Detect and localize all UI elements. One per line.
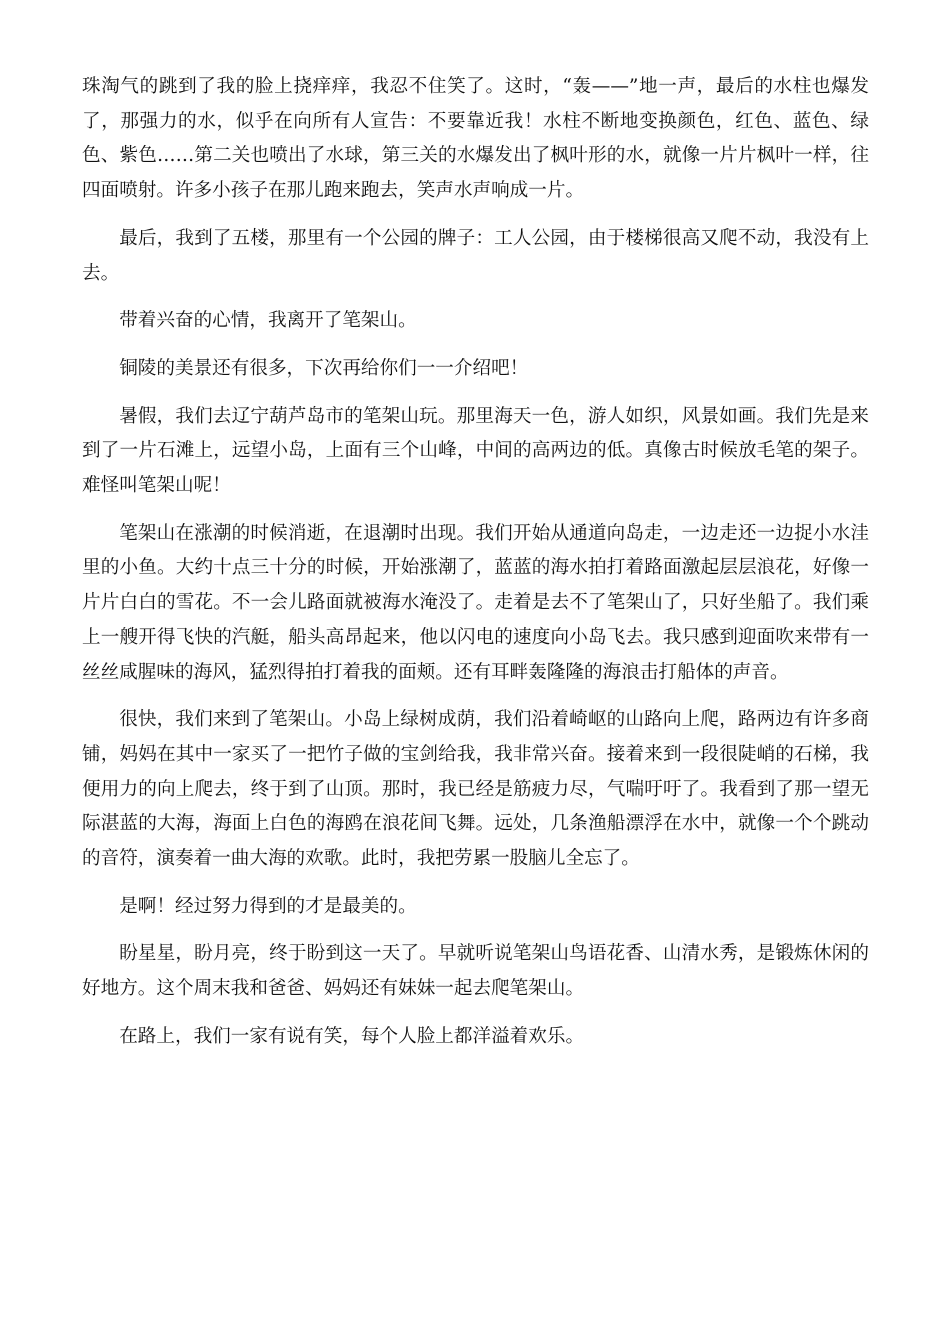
- paragraph-5: 暑假，我们去辽宁葫芦岛市的笔架山玩。那里海天一色，游人如织，风景如画。我们先是来到了一片石滩上，远望小岛，上面有三个山峰，中间的高两边的低。真像古时候放毛笔的架子。难怪叫笔架山呢！: [82, 405, 869, 497]
- paragraph-7: 很快，我们来到了笔架山。小岛上绿树成荫，我们沿着崎岖的山路向上爬，路两边有许多商铺，妈妈在其中一家买了一把竹子做的宝剑给我，我非常兴奋。接着来到一段很陡峭的石梯，我便用力的向上爬去，终于到了山顶。那时，我已经是筋疲力尽，气喘吁吁了。我看到了那一望无际湛蓝的大海，海面上白色的海鸥在浪花间飞舞。远处，几条渔船漂浮在水中，就像一个个跳动的音符，演奏着一曲大海的欢歌。此时，我把劳累一股脑儿全忘了。: [82, 709, 869, 870]
- paragraph-10: 在路上，我们一家有说有笑，每个人脸上都洋溢着欢乐。: [119, 1025, 585, 1047]
- paragraph-2: 最后，我到了五楼，那里有一个公园的牌子：工人公园，由于楼梯很高又爬不动，我没有上去。: [82, 227, 869, 284]
- paragraph-4: 铜陵的美景还有很多，下次再给你们一一介绍吧！: [119, 357, 529, 379]
- document-body: [82, 70, 869, 1068]
- paragraph-3: 带着兴奋的心情，我离开了笔架山。: [119, 310, 417, 332]
- paragraph-6: 笔架山在涨潮的时候消逝，在退潮时出现。我们开始从通道向岛走，一边走还一边捉小水洼里的小鱼。大约十点三十分的时候，开始涨潮了，蓝蓝的海水拍打着路面激起层层浪花，好像一片片白白的雪花。不一会儿路面就被海水淹没了。走着是去不了笔架山了，只好坐船了。我们乘上一艘开得飞快的汽艇，船头高昂起来，他以闪电的速度向小岛飞去。我只感到迎面吹来带有一丝丝咸腥味的海风，猛烈得拍打着我的面颊。还有耳畔轰隆隆的海浪击打船体的声音。: [82, 522, 869, 683]
- paragraph-8: 是啊！经过努力得到的才是最美的。: [119, 895, 417, 917]
- paragraph-1: 珠淘气的跳到了我的脸上挠痒痒，我忍不住笑了。这时，“轰——”地一声，最后的水柱也爆发了，那强力的水，似乎在向所有人宣告：不要靠近我！水柱不断地变换颜色，红色、蓝色、绿色、紫色……第二关也喷出了水球，第三关的水爆发出了枫叶形的水，就像一片片枫叶一样，往四面喷射。许多小孩子在那儿跑来跑去，笑声水声响成一片。: [82, 76, 869, 202]
- paragraph-9: 盼星星，盼月亮，终于盼到这一天了。早就听说笔架山鸟语花香、山清水秀，是锻炼休闲的好地方。这个周末我和爸爸、妈妈还有妹妹一起去爬笔架山。: [82, 943, 869, 1000]
